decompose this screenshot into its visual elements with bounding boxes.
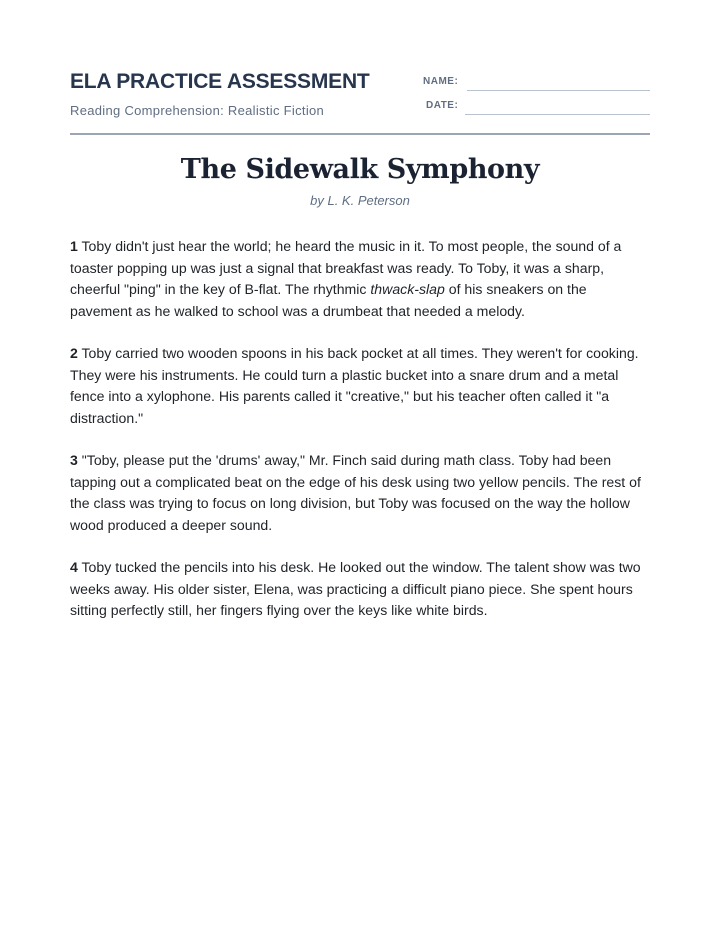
paragraph-3 xyxy=(70,450,650,536)
paragraph-emphasis: thwack-slap xyxy=(370,281,445,297)
reading-passage xyxy=(70,236,650,643)
paragraph-text: Toby carried two wooden spoons in his back pocket at all times. They weren't for cooking. They were his instruments. He could turn a plastic bucket into a snare drum and a metal fence into a xylophone. His parents called it "creative," but his teacher often called it "a distraction." xyxy=(70,345,639,426)
story-byline: by L. K. Peterson xyxy=(310,193,410,208)
date-field-label: DATE: xyxy=(426,100,459,111)
paragraph-text: Toby tucked the pencils into his desk. He looked out the window. The talent show was two weeks away. His older sister, Elena, was practicing a difficult piano piece. She spent hours sitting perfectly still, her fingers flying over the keys like white birds. xyxy=(70,559,641,618)
assessment-subtitle: Reading Comprehension: Realistic Fiction xyxy=(70,103,325,118)
paragraph-number: 4 xyxy=(70,559,78,575)
date-field-line[interactable] xyxy=(465,114,650,115)
worksheet-page xyxy=(70,0,650,618)
header-divider xyxy=(70,133,650,135)
story-title: The Sidewalk Symphony xyxy=(180,154,540,185)
date-field[interactable] xyxy=(423,100,650,120)
name-field-label: NAME: xyxy=(423,76,459,87)
paragraph-number: 3 xyxy=(70,452,78,468)
paragraph-1 xyxy=(70,236,650,322)
name-field[interactable] xyxy=(423,76,650,96)
paragraph-number: 2 xyxy=(70,345,78,361)
paragraph-text: Toby didn't just hear the world; he heard the music in it. To most people, the sound of a toaster popping up was just a signal that breakfast was ready. To Toby, it was a sharp, cheerful "ping" in the key of B-flat. The rhythmic xyxy=(70,238,622,297)
paragraph-2 xyxy=(70,343,650,429)
paragraph-4 xyxy=(70,557,650,622)
paragraph-text: "Toby, please put the 'drums' away," Mr. Finch said during math class. Toby had been tapping out a complicated beat on the edge of his desk using two yellow pencils. The rest of the class was trying to focus on long division, but Toby was focused on the way the hollow wood produced a deeper sound. xyxy=(70,452,641,533)
worksheet-header xyxy=(70,0,650,135)
name-field-line[interactable] xyxy=(467,90,650,91)
assessment-title: ELA PRACTICE ASSESSMENT xyxy=(70,70,370,93)
paragraph-number: 1 xyxy=(70,238,78,254)
paragraph-text: of his sneakers on the pavement as he walked to school was a drumbeat that needed a melody. xyxy=(70,281,587,319)
